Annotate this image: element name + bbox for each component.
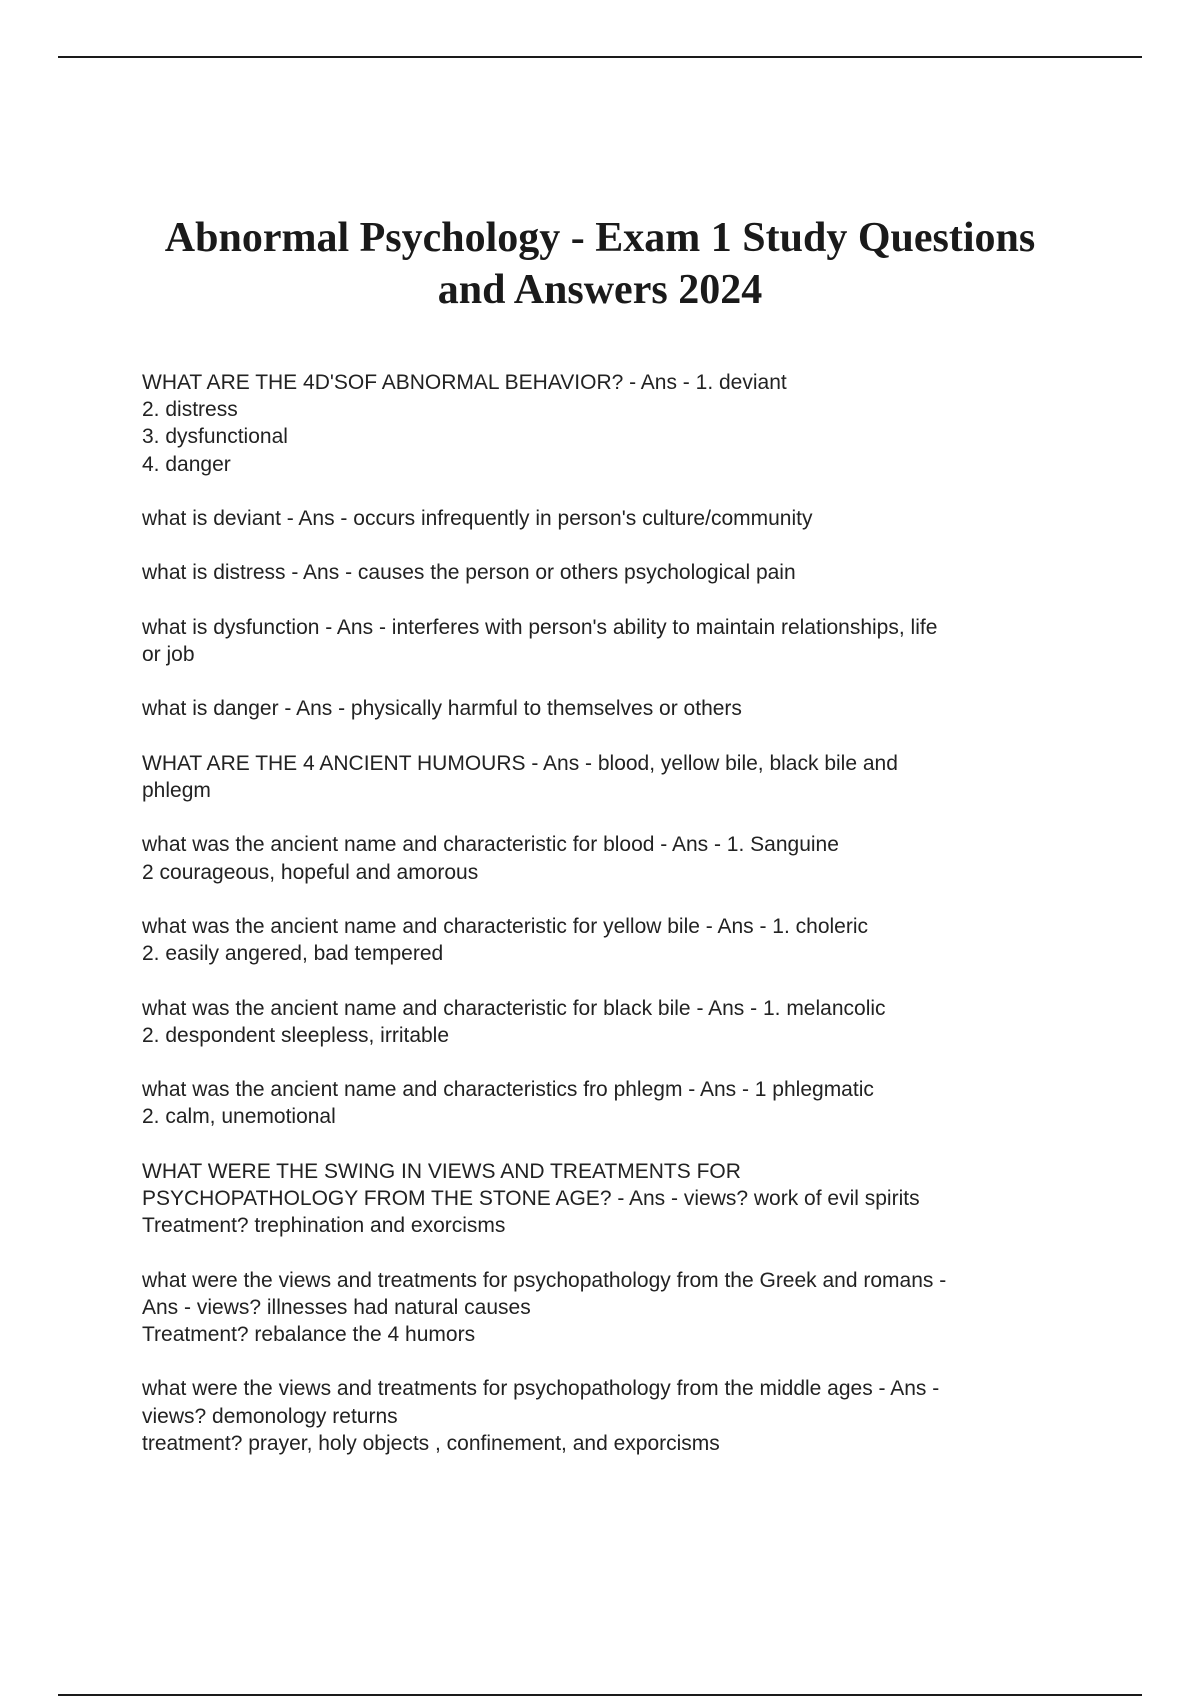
title-line-2: and Answers 2024 <box>437 267 763 313</box>
qa-item <box>142 369 1077 478</box>
qa-line: 3. dysfunctional <box>142 425 288 449</box>
qa-item <box>142 614 1077 668</box>
qa-item <box>142 913 1077 967</box>
qa-line: 2. easily angered, bad tempered <box>142 942 444 966</box>
document-title <box>100 212 1100 316</box>
qa-line: WHAT WERE THE SWING IN VIEWS AND TREATMENTS FOR <box>142 1159 741 1183</box>
qa-line: what is deviant - Ans - occurs infrequently in person's culture/community <box>142 507 813 530</box>
qa-line: what were the views and treatments for psychopathology from the middle ages - Ans - <box>142 1377 940 1401</box>
qa-line: what was the ancient name and characteristic for black bile - Ans - 1. melancolic <box>142 996 886 1020</box>
title-line-1: Abnormal Psychology - Exam 1 Study Questions <box>164 215 1036 261</box>
qa-item <box>142 1267 1077 1349</box>
qa-item <box>142 1076 1077 1130</box>
qa-line: what is dysfunction - Ans - interferes with person's ability to maintain relationships, life <box>142 615 938 639</box>
qa-line: 2. calm, unemotional <box>142 1105 336 1129</box>
qa-line: 2. despondent sleepless, irritable <box>142 1023 450 1047</box>
qa-line: what was the ancient name and characteristics fro phlegm - Ans - 1 phlegmatic <box>142 1078 874 1102</box>
qa-line: what is distress - Ans - causes the person or others psychological pain <box>142 561 796 585</box>
qa-line: what was the ancient name and characteristic for yellow bile - Ans - 1. choleric <box>142 914 869 938</box>
qa-line: 2. distress <box>142 398 238 422</box>
qa-line: treatment? prayer, holy objects , confinement, and exporcisms <box>142 1431 720 1455</box>
qa-line: or job <box>142 642 195 666</box>
qa-line: what is danger - Ans - physically harmful to themselves or others <box>142 697 742 721</box>
qa-item <box>142 831 1077 885</box>
bottom-divider <box>58 1694 1142 1696</box>
qa-line: 2 courageous, hopeful and amorous <box>142 860 479 884</box>
qa-item <box>142 1158 1077 1240</box>
qa-line: what were the views and treatments for psychopathology from the Greek and romans - <box>142 1268 947 1292</box>
qa-line: 4. danger <box>142 452 231 476</box>
top-divider <box>58 56 1142 58</box>
qa-item <box>142 505 1077 532</box>
qa-line: Treatment? trephination and exorcisms <box>142 1214 506 1238</box>
qa-line: PSYCHOPATHOLOGY FROM THE STONE AGE? - Ans - views? work of evil spirits <box>142 1186 920 1210</box>
qa-item <box>142 559 1077 586</box>
qa-line: phlegm <box>142 778 211 802</box>
qa-line: Ans - views? illnesses had natural causes <box>142 1295 531 1319</box>
qa-item <box>142 750 1077 804</box>
qa-item <box>142 995 1077 1049</box>
qa-line: WHAT ARE THE 4 ANCIENT HUMOURS - Ans - blood, yellow bile, black bile and <box>142 751 898 775</box>
qa-line: what was the ancient name and characteristic for blood - Ans - 1. Sanguine <box>142 833 839 857</box>
qa-item <box>142 695 1077 722</box>
qa-list <box>142 369 1077 1484</box>
qa-line: WHAT ARE THE 4D'SOF ABNORMAL BEHAVIOR? - Ans - 1. deviant <box>142 371 787 394</box>
qa-line: views? demonology returns <box>142 1404 398 1428</box>
qa-line: Treatment? rebalance the 4 humors <box>142 1322 476 1346</box>
qa-item <box>142 1375 1077 1457</box>
